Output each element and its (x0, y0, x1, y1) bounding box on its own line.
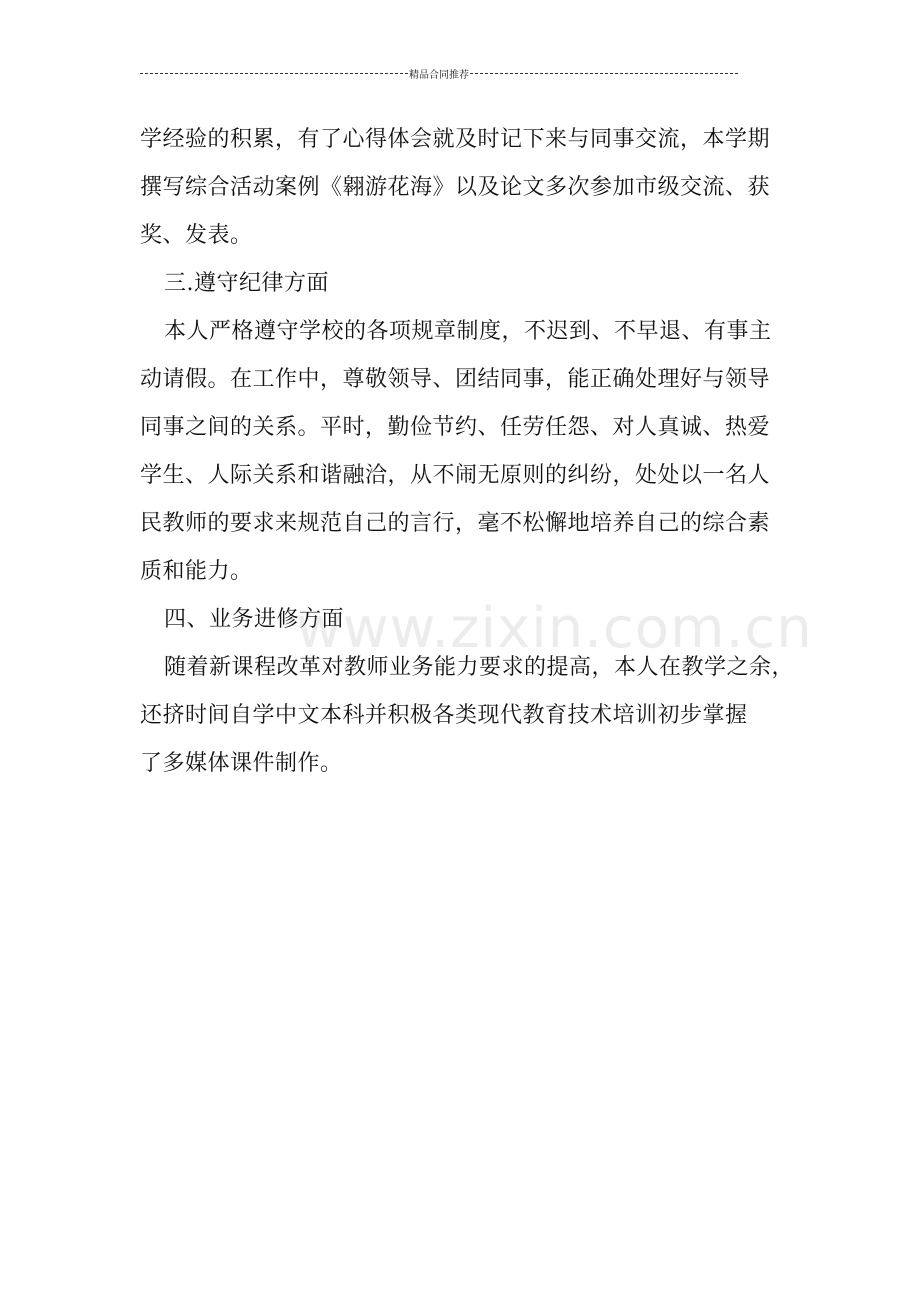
header-dash-right (470, 73, 738, 74)
document-body (140, 116, 800, 788)
paragraph-line: 撰写综合活动案例《翱游花海》以及论文多次参加市级交流、获 (140, 175, 771, 200)
header-dash-left (140, 73, 408, 74)
section-heading-study: 四、业务进修方面 (164, 607, 345, 632)
paragraph-line: 本人严格遵守学校的各项规章制度，不迟到、不早退、有事主 (164, 319, 772, 344)
watermark: www.zixin.com.cn (296, 596, 813, 661)
paragraph-line: 学生、人际关系和谐融洽，从不闹无原则的纠纷，处处以一名人 (140, 463, 771, 488)
paragraph-line: 学经验的积累，有了心得体会就及时记下来与同事交流，本学期 (140, 127, 771, 152)
paragraph-line: 了多媒体课件制作。 (140, 751, 343, 776)
section-heading-discipline: 三.遵守纪律方面 (164, 271, 329, 296)
paragraph-line: 还挤时间自学中文本科并积极各类现代教育技术培训初步掌握 (140, 703, 748, 728)
paragraph-line: 质和能力。 (140, 559, 253, 584)
header-label: 精品合同推荐 (409, 69, 469, 81)
paragraph-line: 随着新课程改革对教师业务能力要求的提高，本人在教学之余， (164, 655, 795, 680)
paragraph-line: 奖、发表。 (140, 223, 253, 248)
paragraph-line: 民教师的要求来规范自己的言行，毫不松懈地培养自己的综合素 (140, 511, 771, 536)
paragraph-line: 同事之间的关系。平时，勤俭节约、任劳任怨、对人真诚、热爱 (140, 415, 771, 440)
paragraph-line: 动请假。在工作中，尊敬领导、团结同事，能正确处理好与领导 (140, 367, 771, 392)
header-rule (140, 66, 738, 80)
